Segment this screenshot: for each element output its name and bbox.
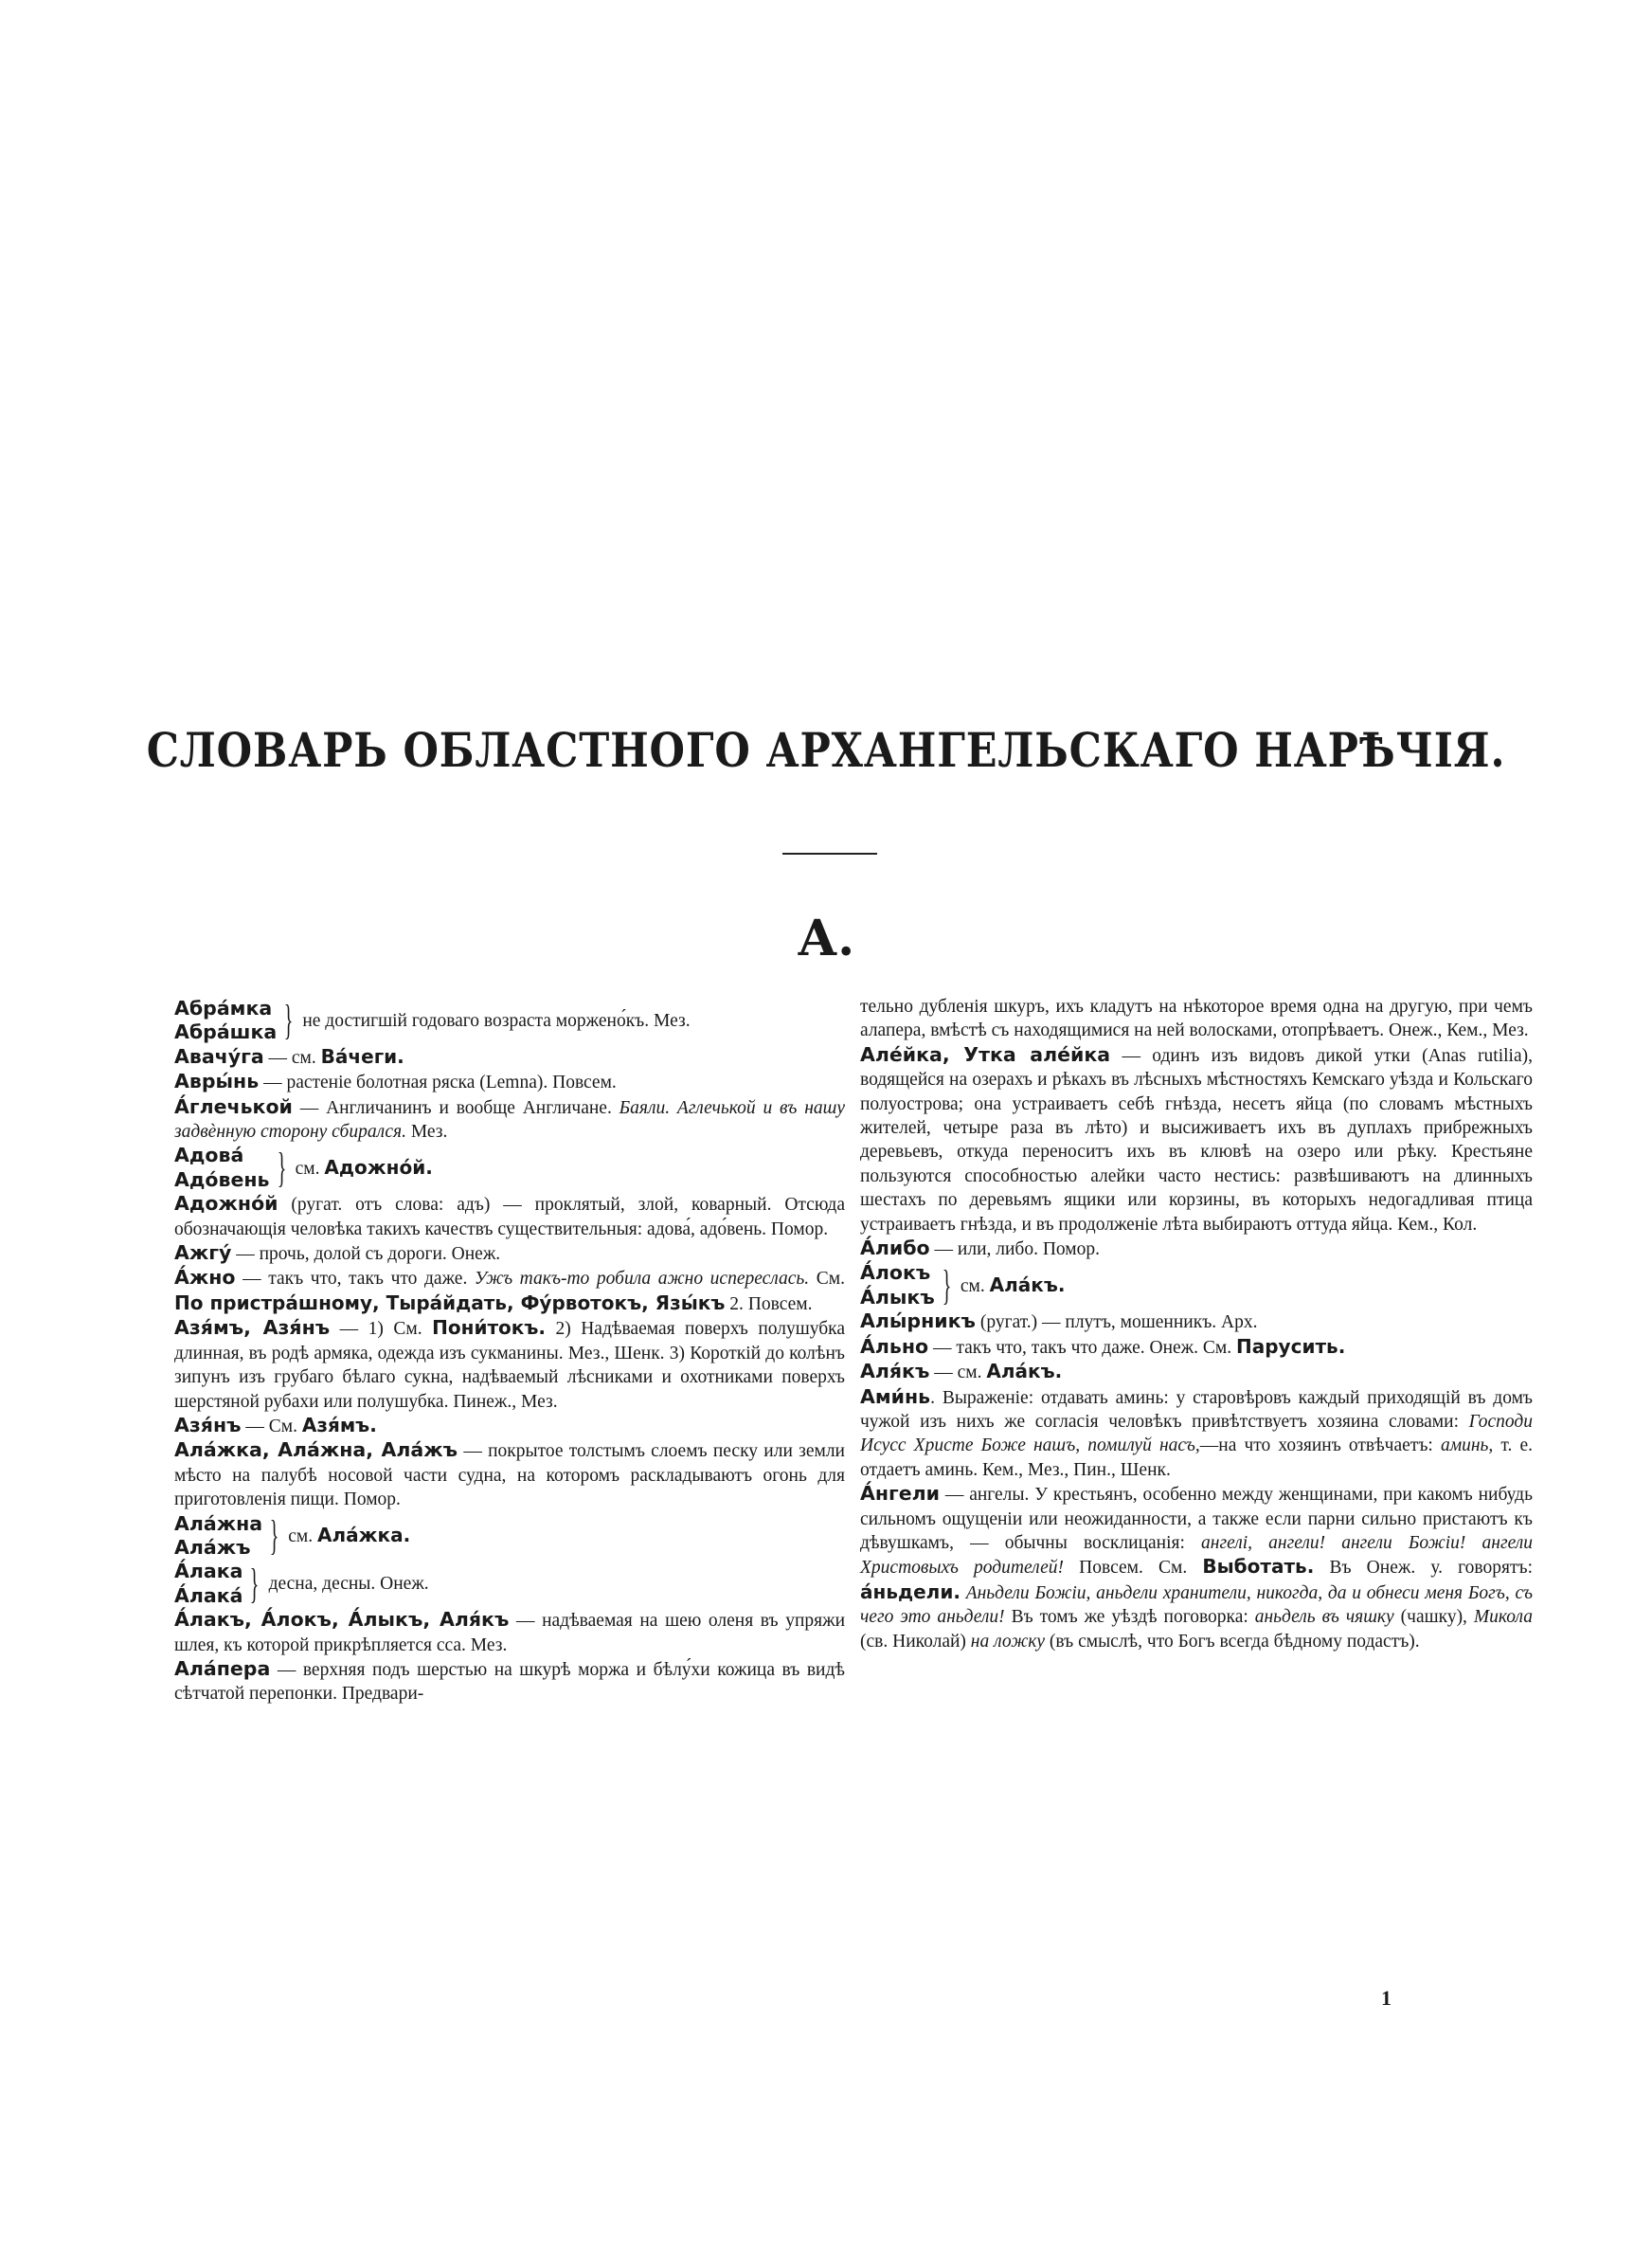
definition: десна, десны. Онеж. xyxy=(268,1574,429,1595)
headword: Ала́жъ xyxy=(174,1535,251,1559)
headword-list xyxy=(174,997,277,1045)
example-text: Ужъ такъ-то робила ажно испереслась. xyxy=(474,1269,810,1290)
dictionary-entry: Ажгу́ — прочь, долой съ дороги. Онеж. xyxy=(174,1241,501,1265)
example-text: ангелі, ангели! ангели Божіи! ангели Христовыхъ родителей! xyxy=(860,1532,1533,1579)
dictionary-entry: А́либо — или, либо. Помор. xyxy=(860,1237,1101,1260)
headword-list xyxy=(860,1261,935,1309)
dictionary-entry: А́нгели — ангелы. У крестьянъ, особенно между женщинами, при какомъ нибудь сильномъ ощущеніи или неожиданности, а также если парни сильно пристаютъ къ дѣвушкамъ, — обычны восклицанія: ангелі, ангели! ангели Божіи! ангели Христовыхъ родителей! Повсем. См. Выботать. Въ Онеж. у. говорятъ: а́ньдели. Аньдели Божіи, аньдели хранители, никогда, да и обнеси меня Богъ, съ чего это аньдели! Въ томъ же уѣздѣ поговорка: аньдель въ чяшку (чашку), Микола (св. Николай) на ложку (въ смыслѣ, что Богъ всегда бѣдному подастъ). xyxy=(860,1482,1534,1652)
headword: Ала́жна xyxy=(174,1511,263,1535)
headword: Ажгу́ xyxy=(174,1241,232,1265)
headword: Ами́нь xyxy=(860,1384,931,1408)
headword: Ала́жка, Ала́жна, Ала́жъ xyxy=(174,1438,458,1462)
dictionary-entry: Авры́нь — растеніе болотная ряска (Lemna). Повсем. xyxy=(174,1070,617,1093)
headword: Алы́рникъ xyxy=(860,1309,976,1333)
right-column xyxy=(860,995,1533,1653)
page-number: 1 xyxy=(1381,1986,1392,2010)
headword: Абра́шка xyxy=(174,1020,278,1044)
headword: Абра́мка xyxy=(174,997,273,1020)
cross-reference: Пони́токъ. xyxy=(432,1316,546,1340)
title-divider xyxy=(782,853,877,855)
headword: А́лакъ, А́локъ, А́лыкъ, Аля́къ xyxy=(174,1608,510,1632)
entry-group xyxy=(174,997,845,1045)
dictionary-entry: Авачу́га — см. Ва́чеги. xyxy=(174,1044,404,1068)
dictionary-entry: Ала́пера — верхняя подъ шерстью на шкурѣ моржа и бѣлу́хи кожица въ видѣ сѣтчатой перепонки. Предвари- xyxy=(174,1656,845,1705)
entry-group xyxy=(174,1512,845,1561)
brace-mark: } xyxy=(277,1144,286,1191)
definition: см. Ала́жка. xyxy=(288,1523,411,1546)
section-letter: А. xyxy=(797,910,855,967)
dictionary-entry: Ами́нь. Выраженіе: отдавать аминь: у старовѣровъ каждый приходящій въ домъ чужой изъ нихъ же согласія человѣкъ привѣтствуетъ хозяина словами: Господи Исусс Христе Боже нашъ, помилуй насъ,—на что хозяинъ отвѣчаетъ: аминь, т. е. отдаетъ аминь. Кем., Мез., Пин., Шенк. xyxy=(860,1384,1533,1480)
headword: А́лака́ xyxy=(174,1583,243,1607)
headword: Азя́мъ, Азя́нъ xyxy=(174,1316,331,1340)
cross-reference: а́ньдели. xyxy=(860,1580,961,1603)
headword: А́либо xyxy=(860,1237,930,1260)
example-text: Микола xyxy=(1473,1607,1533,1628)
example-text: Аньдели Божіи, аньдели хранители, никогда, да и обнеси меня Богъ, съ чего это аньдели! xyxy=(860,1582,1534,1628)
example-text: аньдель въ чяшку xyxy=(1254,1607,1394,1628)
headword: А́нгели xyxy=(860,1482,941,1506)
headword: А́лака xyxy=(174,1560,243,1583)
definition: см. Ала́къ. xyxy=(960,1273,1066,1296)
entry-continuation: тельно дубленія шкуръ, ихъ кладутъ на нѣкоторое время одна на другую, при чемъ алапера, вмѣстѣ съ находящимися на ней волосками, отопрѣваетъ. Онеж., Кем., Мез. xyxy=(860,997,1533,1041)
headword: Ала́пера xyxy=(174,1656,271,1680)
dictionary-entry: А́льно — такъ что, такъ что даже. Онеж. См. Парусить. xyxy=(860,1334,1346,1358)
brace-mark: } xyxy=(284,997,294,1044)
headword: Адова́ xyxy=(174,1144,244,1167)
dictionary-entry: Азя́нъ — См. Азя́мъ. xyxy=(174,1413,377,1436)
brace-mark: } xyxy=(942,1261,952,1309)
dictionary-entry: А́жно — такъ что, такъ что даже. Ужъ такъ-то робила ажно испереслась. См. По пристра́шному, Тыра́йдать, Фу́рвотокъ, Язы́къ 2. Повсем. xyxy=(174,1266,845,1314)
headword: А́лыкъ xyxy=(860,1285,935,1309)
entry-group xyxy=(174,1560,845,1608)
example-text: на ложку xyxy=(970,1631,1046,1652)
left-column xyxy=(174,997,845,1706)
definition: см. Адожно́й. xyxy=(295,1155,433,1179)
dictionary-entry: Аля́къ — см. Ала́къ. xyxy=(860,1360,1063,1383)
headword-list xyxy=(174,1144,270,1192)
headword: Адожно́й xyxy=(174,1192,278,1216)
headword: Авры́нь xyxy=(174,1070,260,1093)
cross-reference: Ала́къ. xyxy=(986,1360,1063,1383)
definition: не достигшій годоваго возраста моржено́къ. Мез. xyxy=(302,1010,691,1031)
cross-reference: Парусить. xyxy=(1236,1334,1346,1358)
headword: А́льно xyxy=(860,1334,929,1358)
cross-reference: Ала́жка. xyxy=(317,1523,411,1546)
cross-reference: По пристра́шному, Тыра́йдать, Фу́рвотокъ, Язы́къ xyxy=(174,1291,726,1314)
cross-reference: Ала́къ. xyxy=(989,1273,1066,1296)
dictionary-entry: Адожно́й (ругат. отъ слова: адъ) — проклятый, злой, коварный. Отсюда обозначающія человѣка такихъ качествъ существительныя: адова́, адо́вень. Помор. xyxy=(174,1192,845,1239)
entry-group xyxy=(174,1144,845,1192)
dictionary-entry: А́глечькой — Англичанинъ и вообще Англичане. Баяли. Аглечькой и въ нашу задвѐнную сторону сбирался. Мез. xyxy=(174,1094,846,1143)
dictionary-entry: Азя́мъ, Азя́нъ — 1) См. Пони́токъ. 2) Надѣваемая поверхъ полушубка длинная, въ родѣ армяка, одежда изъ сукманины. Мез., Шенк. 3) Короткій до колѣнъ зипунъ изъ грубаго бѣлаго сукна, надѣваемый лѣсниками и охотниками поверхъ шерстяной рубахи или полушубка. Пинеж., Мез. xyxy=(174,1316,846,1412)
headword-list xyxy=(174,1560,242,1608)
brace-mark: } xyxy=(250,1560,260,1607)
cross-reference: Азя́мъ. xyxy=(301,1413,377,1436)
headword: А́жно xyxy=(174,1266,236,1290)
example-text: Господи Исусс Христе Боже нашъ, помилуй насъ, xyxy=(860,1411,1533,1456)
cross-reference: Адожно́й. xyxy=(324,1155,433,1179)
headword: Авачу́га xyxy=(174,1044,264,1068)
example-text: Баяли. Аглечькой и въ нашу задвѐнную сторону сбирался. xyxy=(174,1097,846,1143)
headword: А́локъ xyxy=(860,1261,931,1285)
dictionary-entry: Ала́жка, Ала́жна, Ала́жъ — покрытое толстымъ слоемъ песку или земли мѣсто на палубѣ носовой части судна, на которомъ раскладываютъ огонь для приготовленія пищи. Помор. xyxy=(174,1438,845,1510)
headword: Адо́вень xyxy=(174,1167,270,1191)
dictionary-entry: Алы́рникъ (ругат.) — плутъ, мошенникъ. Арх. xyxy=(860,1309,1258,1333)
page-title: СЛОВАРЬ ОБЛАСТНОГО АРХАНГЕЛЬСКАГО НАРѢЧІЯ. xyxy=(146,722,1506,778)
entry-group xyxy=(860,1261,1533,1309)
headword: Азя́нъ xyxy=(174,1413,242,1436)
headword: Але́йка, Утка але́йка xyxy=(860,1042,1111,1066)
cross-reference: Выботать. xyxy=(1202,1555,1315,1579)
dictionary-entry: Але́йка, Утка але́йка — одинъ изъ видовъ дикой утки (Anas rutilia), водящейся на озерахъ и рѣкахъ въ лѣсныхъ мѣстностяхъ Кемскаго уѣзда и Кольскаго полуострова; она устраиваетъ себѣ гнѣзда, несетъ яйца (по словамъ мѣстныхъ жителей, четыре раза въ лѣто) и высиживаетъ ихъ въ дуплахъ прибрежныхъ деревьевъ, откуда переноситъ ихъ въ клювѣ на озеро или рѣку. Крестьяне пользуются способностью алейки часто нестись: развѣшиваютъ на длинныхъ шестахъ по деревьямъ ящики или корзины, въ которыхъ недогадливая птица устраиваетъ гнѣзда, и въ продолженіе лѣта выбираютъ оттуда яйца. Кем., Кол. xyxy=(860,1042,1533,1235)
brace-mark: } xyxy=(269,1511,279,1559)
headword-list xyxy=(174,1512,262,1561)
dictionary-entry: А́лакъ, А́локъ, А́лыкъ, Аля́къ — надѣваемая на шею оленя въ упряжи шлея, къ которой прикрѣпляется сса. Мез. xyxy=(174,1608,846,1655)
headword: Аля́къ xyxy=(860,1360,930,1383)
example-text: аминь, xyxy=(1440,1435,1494,1456)
cross-reference: Ва́чеги. xyxy=(320,1044,404,1068)
headword: А́глечькой xyxy=(174,1094,293,1118)
